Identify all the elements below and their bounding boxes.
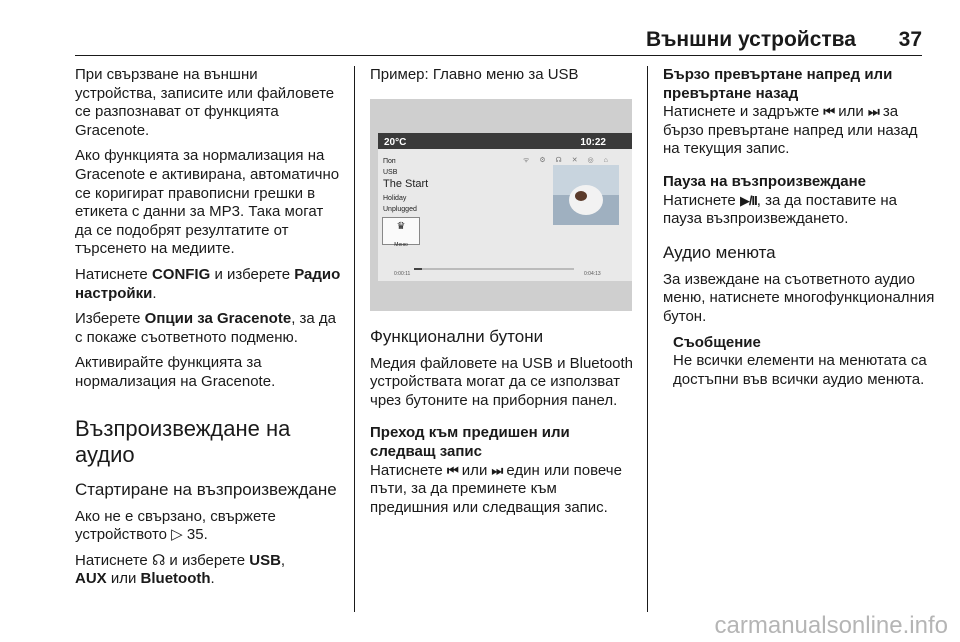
previous-track-icon: ⏮	[823, 104, 835, 120]
section-heading: Възпроизвеждане на аудио	[75, 415, 291, 467]
media-icon: ☊	[151, 551, 166, 569]
topic-heading: Преход към предишен или следващ запис	[370, 424, 570, 460]
gracenote-options-label: Опции за Gracenote	[144, 310, 292, 328]
paragraph: За извеждане на съответното аудио меню, натиснете многофункционалния бутон.	[663, 270, 935, 325]
watermark: carmanualsonline.info	[714, 612, 948, 639]
album-art	[553, 165, 619, 225]
text: и изберете	[210, 265, 295, 283]
screen-clock: 10:22	[580, 136, 606, 148]
previous-track-icon: ⏮	[446, 462, 458, 478]
note-text: Не всички елементи на менютата са достъпни във всички аудио менюта.	[673, 352, 927, 388]
header-rule	[75, 55, 922, 56]
text: .	[210, 570, 215, 588]
paragraph	[75, 552, 343, 589]
screen-progress-bar	[414, 268, 574, 270]
topic-heading: Пауза на възпроизвеждане	[663, 172, 866, 190]
note-box	[673, 334, 935, 390]
note-title: Съобщение	[673, 333, 761, 351]
screen-line-title: The Start	[383, 177, 429, 190]
paragraph: При свързване на външни устройства, записите или файловете се разпознават от функцията Gracenote.	[75, 66, 335, 139]
column-1	[75, 66, 343, 596]
paragraph	[663, 103, 935, 159]
paragraph	[370, 462, 638, 518]
play-pause-icon: ▶/II	[739, 192, 757, 208]
paragraph: Активирайте функцията за нормализация на Gracenote.	[75, 354, 276, 390]
paragraph	[75, 310, 343, 347]
page-title: Външни устройства	[645, 28, 856, 51]
screen-line-album: Unplugged	[383, 205, 417, 213]
text: Натиснете	[75, 551, 152, 569]
text: и изберете	[165, 551, 250, 569]
menu-icon: ♛	[396, 220, 406, 232]
screen-status-bar	[378, 133, 632, 149]
paragraph	[75, 508, 343, 545]
text: един или повече пъти, за да преминете към предишния или следващия запис.	[370, 461, 622, 516]
text: ,	[280, 551, 286, 569]
screen-menu-label: Меню	[394, 242, 408, 249]
aux-label: AUX	[75, 570, 107, 588]
paragraph: Медия файловете на USB и Bluetooth устройствата могат да се използват чрез бутоните на приборния панел.	[370, 354, 634, 409]
screen-duration: 0:04:13	[584, 270, 601, 277]
column-divider	[354, 66, 355, 612]
page-ref-icon: ▷	[171, 526, 183, 544]
page-ref: 35.	[182, 526, 208, 544]
bluetooth-label: Bluetooth	[140, 570, 211, 588]
screen-temperature: 20°C	[384, 136, 407, 148]
text: , за да поставите на пауза възпроизвеждането.	[663, 191, 897, 228]
screen-progress-fill	[414, 268, 422, 270]
text: Натиснете и задръжте	[663, 103, 824, 121]
text: Изберете	[75, 310, 145, 328]
usb-label: USB	[249, 551, 281, 569]
config-label: CONFIG	[151, 265, 211, 283]
radio-settings-label: Радио настройки	[75, 265, 341, 302]
screen-status-icons: ᯤ ⚙ ☊ ✕ ◎ ⌂	[523, 156, 612, 164]
text: или	[106, 570, 141, 588]
infotainment-screen	[378, 133, 632, 281]
column-3	[663, 66, 935, 389]
column-2	[370, 66, 638, 524]
text: .	[152, 284, 157, 302]
text: или	[457, 461, 492, 479]
column-divider	[647, 66, 648, 612]
text: Ако не е свързано, свържете устройството	[75, 507, 276, 544]
subsection-heading: Аудио менюта	[663, 242, 776, 262]
paragraph	[75, 266, 343, 303]
figure-caption: Пример: Главно меню за USB	[370, 66, 579, 83]
next-track-icon: ⏭	[491, 462, 503, 478]
screen-menu-button	[382, 217, 420, 249]
screen-line-genre: Поп	[383, 157, 396, 165]
next-track-icon: ⏭	[867, 104, 879, 120]
topic-heading: Бързо превъртане напред или превъртане назад	[663, 66, 893, 102]
text: , за да с покаже съответното подменю.	[75, 310, 337, 346]
paragraph: Ако функцията за нормализация на Gracenote е активирана, автоматично се коригират правописни грешки в етикета с данни за MP3. Така могат да се подобрят резултатите от търсенето на медиите.	[75, 147, 340, 258]
page-header	[0, 0, 960, 56]
subsection-heading: Стартиране на възпроизвеждане	[75, 479, 337, 499]
text: за бързо превъртане напред или назад на текущия запис.	[663, 103, 918, 158]
text: Натиснете	[663, 191, 740, 209]
paragraph	[663, 192, 935, 229]
text: или	[834, 103, 868, 121]
usb-main-menu-screenshot	[370, 99, 632, 311]
screen-line-artist: Holiday	[383, 194, 407, 202]
text: Натиснете	[370, 461, 447, 479]
subsection-heading: Функционални бутони	[370, 326, 544, 346]
screen-elapsed: 0:00:11	[394, 270, 411, 277]
text: Натиснете	[75, 265, 152, 283]
screen-line-source: USB	[383, 168, 398, 176]
page-number: 37	[898, 28, 922, 51]
